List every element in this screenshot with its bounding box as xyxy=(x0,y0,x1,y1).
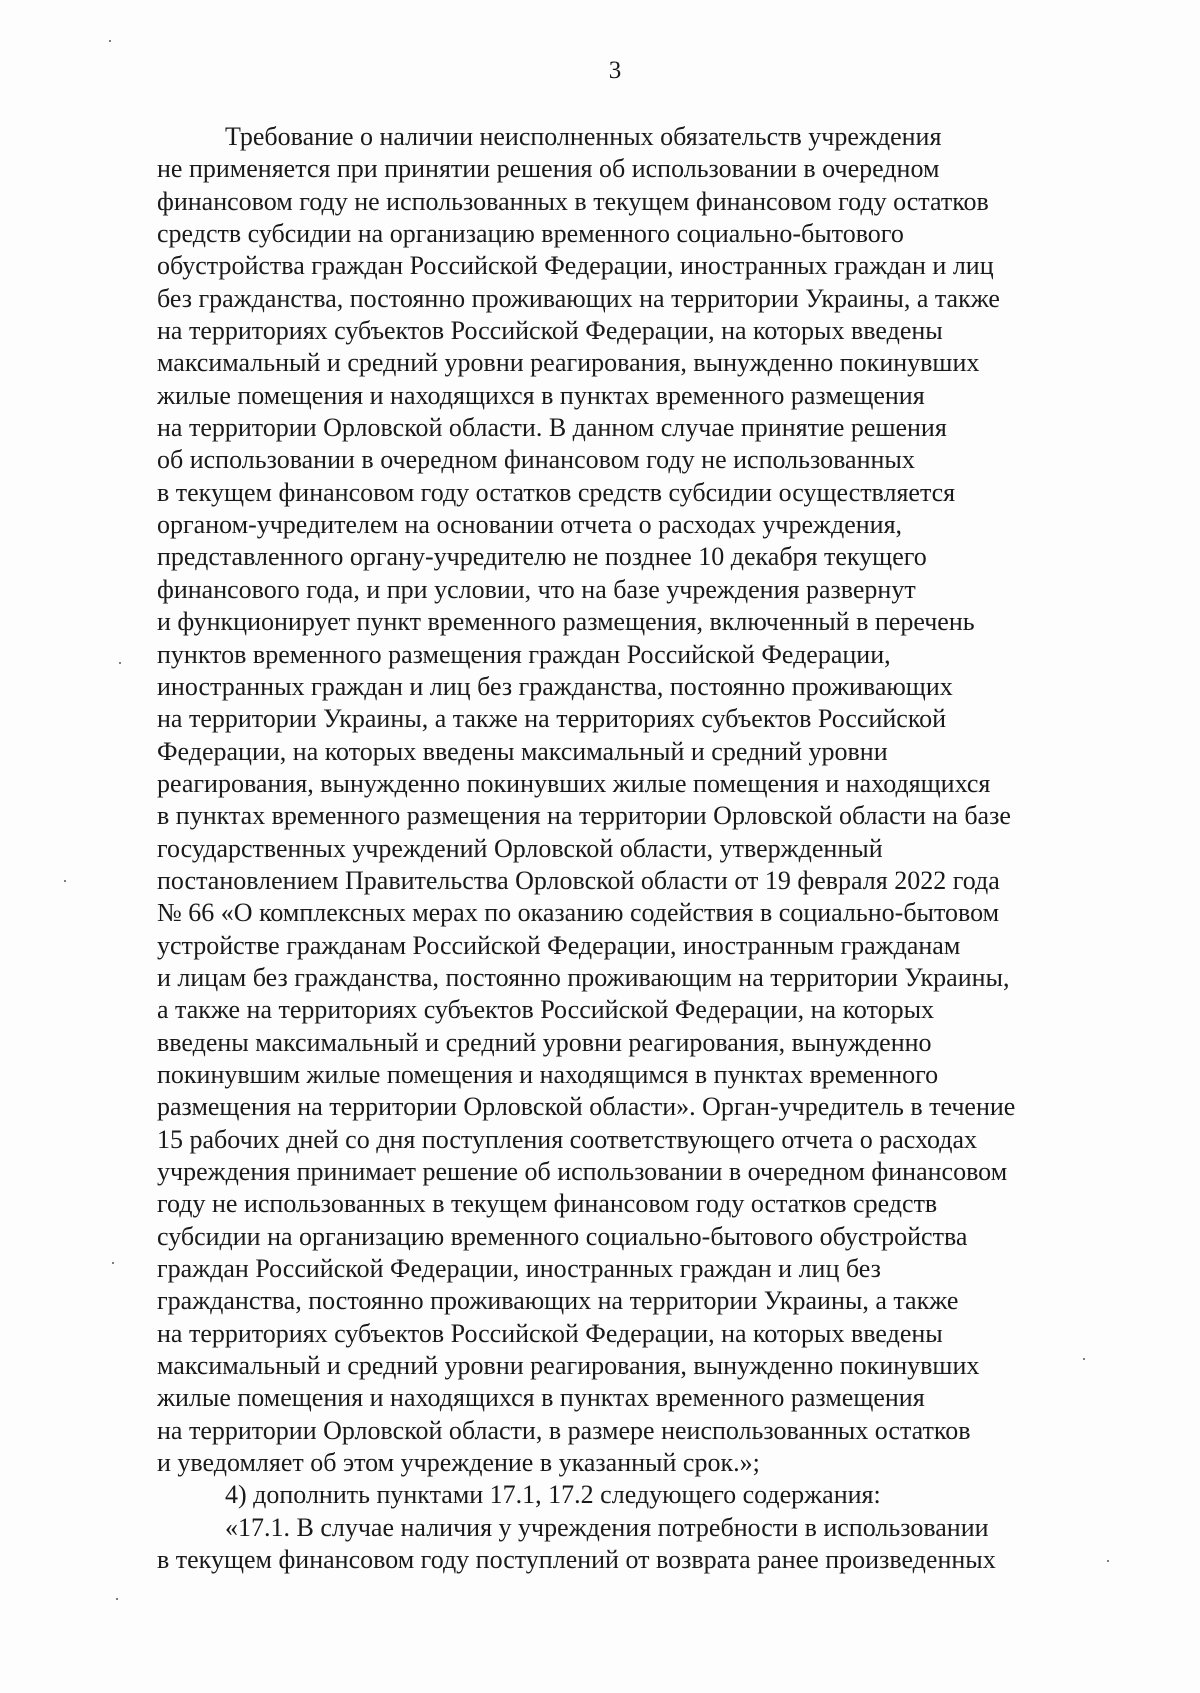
text-line: обустройства граждан Российской Федерации, иностранных граждан и лиц xyxy=(157,251,994,281)
text-line: гражданства, постоянно проживающих на территории Украины, а также xyxy=(157,1286,959,1316)
text-line: в пунктах временного размещения на территории Орловской области на базе xyxy=(157,801,1011,831)
text-line: реагирования, вынужденно покинувших жилые помещения и находящихся xyxy=(157,768,991,798)
text-line: жилые помещения и находящихся в пунктах временного размещения xyxy=(157,380,925,410)
text-line: на территории Орловской области, в размере неиспользованных остатков xyxy=(157,1415,971,1445)
text-line: на территории Орловской области. В данном случае принятие решения xyxy=(157,413,947,443)
text-line: не применяется при принятии решения об использовании в очередном xyxy=(157,154,940,184)
text-line: представленного органу-учредителю не позднее 10 декабря текущего xyxy=(157,542,927,572)
text-line: № 66 «О комплексных мерах по оказанию содействия в социально-бытовом xyxy=(157,898,1000,928)
text-line: размещения на территории Орловской области». Орган-учредитель в течение xyxy=(157,1092,1016,1122)
scan-speck xyxy=(1083,1358,1085,1360)
scan-speck xyxy=(119,662,121,664)
text-line: средств субсидии на организацию временного социально-бытового xyxy=(157,219,904,249)
text-line: пунктов временного размещения граждан Российской Федерации, xyxy=(157,639,891,669)
text-line: максимальный и средний уровни реагирования, вынужденно покинувших xyxy=(157,1351,980,1381)
text-line: Федерации, на которых введены максимальный и средний уровни xyxy=(157,736,888,766)
text-line: без гражданства, постоянно проживающих на территории Украины, а также xyxy=(157,283,1000,313)
text-line: финансовом году не использованных в текущем финансовом году остатков xyxy=(157,186,989,216)
scan-speck xyxy=(116,1598,118,1600)
text-line: государственных учреждений Орловской области, утвержденный xyxy=(157,833,883,863)
scan-speck xyxy=(64,880,66,882)
text-line: и функционирует пункт временного размещения, включенный в перечень xyxy=(157,607,975,637)
text-line: иностранных граждан и лиц без гражданства, постоянно проживающих xyxy=(157,671,953,701)
text-line: максимальный и средний уровни реагирования, вынужденно покинувших xyxy=(157,348,980,378)
text-line: 4) дополнить пунктами 17.1, 17.2 следующего содержания: xyxy=(225,1480,881,1510)
text-line: году не использованных в текущем финансовом году остатков средств xyxy=(157,1189,938,1219)
text-line: а также на территориях субъектов Российской Федерации, на которых xyxy=(157,995,935,1025)
text-line: в текущем финансовом году остатков средств субсидии осуществляется xyxy=(157,477,956,507)
text-line: покинувшим жилые помещения и находящимся в пунктах временного xyxy=(157,1059,939,1089)
text-line: 15 рабочих дней со дня поступления соответствующего отчета о расходах xyxy=(157,1124,977,1154)
text-line: об использовании в очередном финансовом году не использованных xyxy=(157,445,915,475)
scan-speck xyxy=(1107,1560,1109,1562)
text-line: субсидии на организацию временного социально-бытового обустройства xyxy=(157,1221,968,1251)
body-text xyxy=(157,121,1092,1576)
text-line: на территориях субъектов Российской Федерации, на которых введены xyxy=(157,1318,943,1348)
text-line: финансового года, и при условии, что на базе учреждения развернут xyxy=(157,574,916,604)
text-line: на территории Украины, а также на территориях субъектов Российской xyxy=(157,704,947,734)
text-line: учреждения принимает решение об использовании в очередном финансовом xyxy=(157,1157,1008,1186)
text-line: и лицам без гражданства, постоянно проживающим на территории Украины, xyxy=(157,962,1010,992)
page-number: 3 xyxy=(608,57,622,84)
text-line: устройстве гражданам Российской Федерации, иностранным гражданам xyxy=(157,930,961,960)
text-line: введены максимальный и средний уровни реагирования, вынужденно xyxy=(157,1027,932,1057)
text-line: граждан Российской Федерации, иностранных граждан и лиц без xyxy=(157,1254,881,1284)
text-line: органом-учредителем на основании отчета о расходах учреждения, xyxy=(157,510,903,540)
scan-speck xyxy=(112,1262,114,1264)
text-line: на территориях субъектов Российской Федерации, на которых введены xyxy=(157,316,943,346)
text-line: жилые помещения и находящихся в пунктах временного размещения xyxy=(157,1383,925,1413)
text-line: «17.1. В случае наличия у учреждения потребности в использовании xyxy=(225,1512,989,1542)
scan-speck xyxy=(109,40,111,42)
text-line: постановлением Правительства Орловской области от 19 февраля 2022 года xyxy=(157,865,1000,895)
text-line: Требование о наличии неисполненных обязательств учреждения xyxy=(225,122,942,151)
text-line: и уведомляет об этом учреждение в указанный срок.»; xyxy=(157,1448,760,1478)
text-line: в текущем финансовом году поступлений от возврата ранее произведенных xyxy=(157,1545,996,1575)
